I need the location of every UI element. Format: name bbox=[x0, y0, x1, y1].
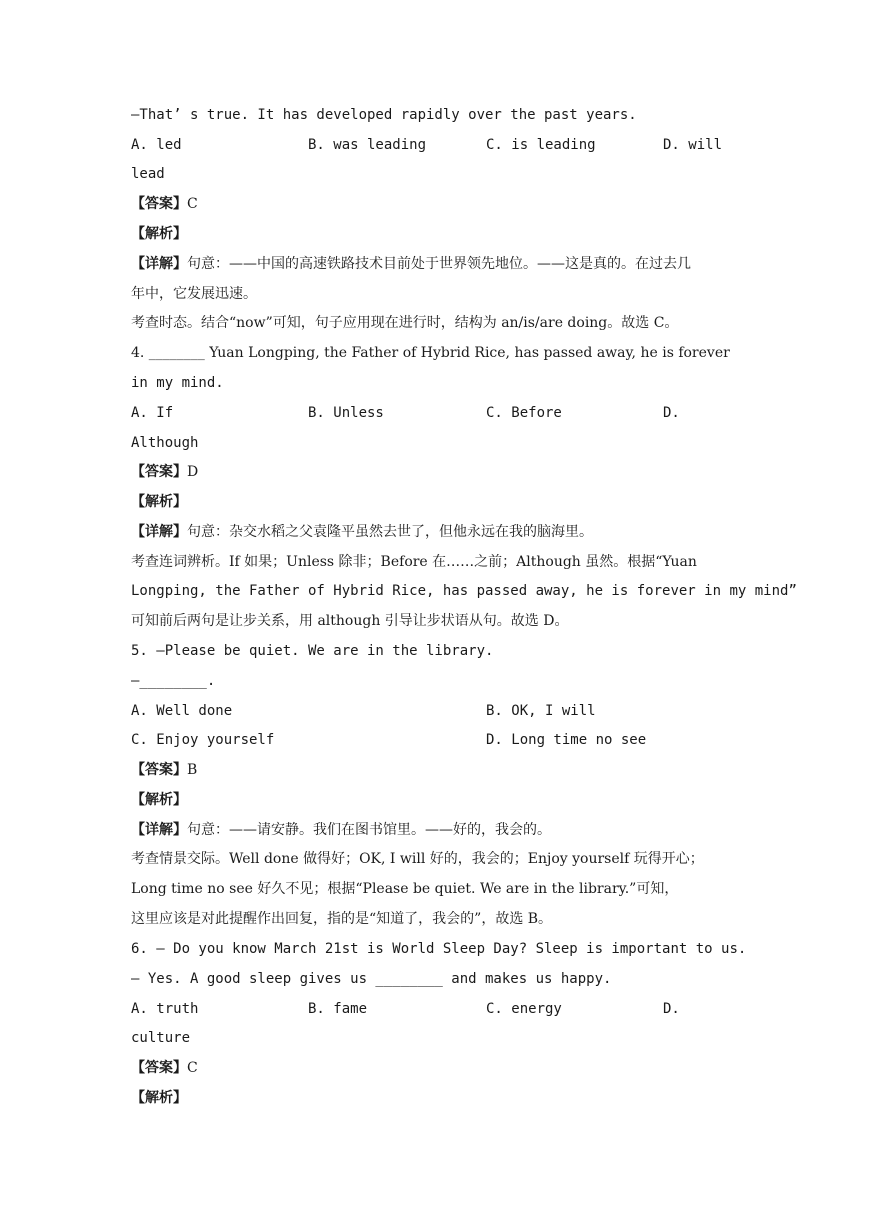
q3-option-a: A. led bbox=[131, 137, 182, 153]
q4-explain-line1: 考查连词辨析。If 如果；Unless 除非；Before 在……之前；Although 虽然。根据“Yuan bbox=[131, 554, 697, 570]
q6-option-c: C. energy bbox=[486, 1001, 562, 1017]
detail-label: 【详解】 bbox=[131, 822, 187, 838]
q5-detail bbox=[131, 820, 741, 840]
q5-stem-line1: 5. —Please be quiet. We are in the library. bbox=[131, 643, 494, 659]
answer-value: D bbox=[187, 464, 199, 480]
q4-analysis-label: 【解析】 bbox=[131, 494, 187, 510]
detail-text: 句意：杂交水稻之父袁隆平虽然去世了，但他永远在我的脑海里。 bbox=[187, 524, 593, 540]
answer-label: 【答案】 bbox=[131, 196, 187, 212]
answer-value: C bbox=[187, 1060, 198, 1076]
q4-explain-line2: Longping, the Father of Hybrid Rice, has passed away, he is forever in my mind” bbox=[131, 583, 797, 599]
q5-option-a: A. Well done bbox=[131, 703, 233, 719]
q4-explain-line3: 可知前后两句是让步关系，用 although 引导让步状语从句。故选 D。 bbox=[131, 613, 569, 629]
q5-option-c: C. Enjoy yourself bbox=[131, 732, 275, 748]
q6-analysis-label: 【解析】 bbox=[131, 1090, 187, 1106]
q4-detail bbox=[131, 522, 741, 542]
q6-option-wrap: culture bbox=[131, 1030, 191, 1046]
detail-text: 句意：——请安静。我们在图书馆里。——好的，我会的。 bbox=[187, 822, 551, 838]
answer-value: B bbox=[187, 762, 198, 778]
q5-stem-line2: —________. bbox=[131, 673, 216, 689]
q5-analysis-label: 【解析】 bbox=[131, 792, 187, 808]
answer-value: C bbox=[187, 196, 198, 212]
q3-explain: 考查时态。结合“now”可知，句子应用现在进行时，结构为 an/is/are doing。故选 C。 bbox=[131, 315, 679, 331]
q4-options-row bbox=[131, 403, 741, 423]
answer-label: 【答案】 bbox=[131, 464, 187, 480]
detail-text: 句意：——中国的高速铁路技术目前处于世界领先地位。——这是真的。在过去几 bbox=[187, 256, 691, 272]
q3-stem-end: —That’ s true. It has developed rapidly over the past years. bbox=[131, 107, 637, 123]
detail-label: 【详解】 bbox=[131, 524, 187, 540]
q6-option-b: B. fame bbox=[308, 1001, 368, 1017]
q6-options-row bbox=[131, 999, 741, 1019]
q3-options-row bbox=[131, 135, 741, 155]
q3-option-c: C. is leading bbox=[486, 137, 596, 153]
q6-answer bbox=[131, 1058, 741, 1078]
q6-option-a: A. truth bbox=[131, 1001, 199, 1017]
q6-stem-line1: 6. — Do you know March 21st is World Sleep Day? Sleep is important to us. bbox=[131, 941, 747, 957]
q4-stem-line1: 4. ________ Yuan Longping, the Father of Hybrid Rice, has passed away, he is forever bbox=[131, 345, 730, 361]
q5-explain-line2: Long time no see 好久不见；根据“Please be quiet. We are in the library.”可知， bbox=[131, 881, 679, 897]
q5-explain-line1: 考查情景交际。Well done 做得好；OK, I will 好的，我会的；Enjoy yourself 玩得开心； bbox=[131, 851, 704, 867]
q3-option-d: D. will bbox=[663, 137, 723, 153]
q4-option-d: D. bbox=[663, 405, 680, 421]
answer-label: 【答案】 bbox=[131, 762, 187, 778]
detail-label: 【详解】 bbox=[131, 256, 187, 272]
q4-answer bbox=[131, 462, 741, 482]
q5-option-d: D. Long time no see bbox=[486, 732, 647, 748]
q4-option-a: A. If bbox=[131, 405, 174, 421]
q6-stem-line2: — Yes. A good sleep gives us ________ and makes us happy. bbox=[131, 971, 612, 987]
q4-option-b: B. Unless bbox=[308, 405, 384, 421]
q4-option-c: C. Before bbox=[486, 405, 562, 421]
q5-explain-line3: 这里应该是对此提醒作出回复，指的是“知道了，我会的”，故选 B。 bbox=[131, 911, 553, 927]
q5-options-row1 bbox=[131, 701, 741, 721]
answer-label: 【答案】 bbox=[131, 1060, 187, 1076]
q4-option-wrap: Although bbox=[131, 435, 199, 451]
q4-stem-line2: in my mind. bbox=[131, 375, 224, 391]
q6-option-d: D. bbox=[663, 1001, 680, 1017]
q5-options-row2 bbox=[131, 730, 741, 750]
q5-option-b: B. OK, I will bbox=[486, 703, 596, 719]
q3-detail bbox=[131, 254, 741, 274]
q3-answer bbox=[131, 194, 741, 214]
q5-answer bbox=[131, 760, 741, 780]
q3-option-wrap: lead bbox=[131, 166, 165, 182]
q3-option-b: B. was leading bbox=[308, 137, 427, 153]
q3-detail-line2: 年中，它发展迅速。 bbox=[131, 286, 257, 302]
q3-analysis-label: 【解析】 bbox=[131, 226, 187, 242]
